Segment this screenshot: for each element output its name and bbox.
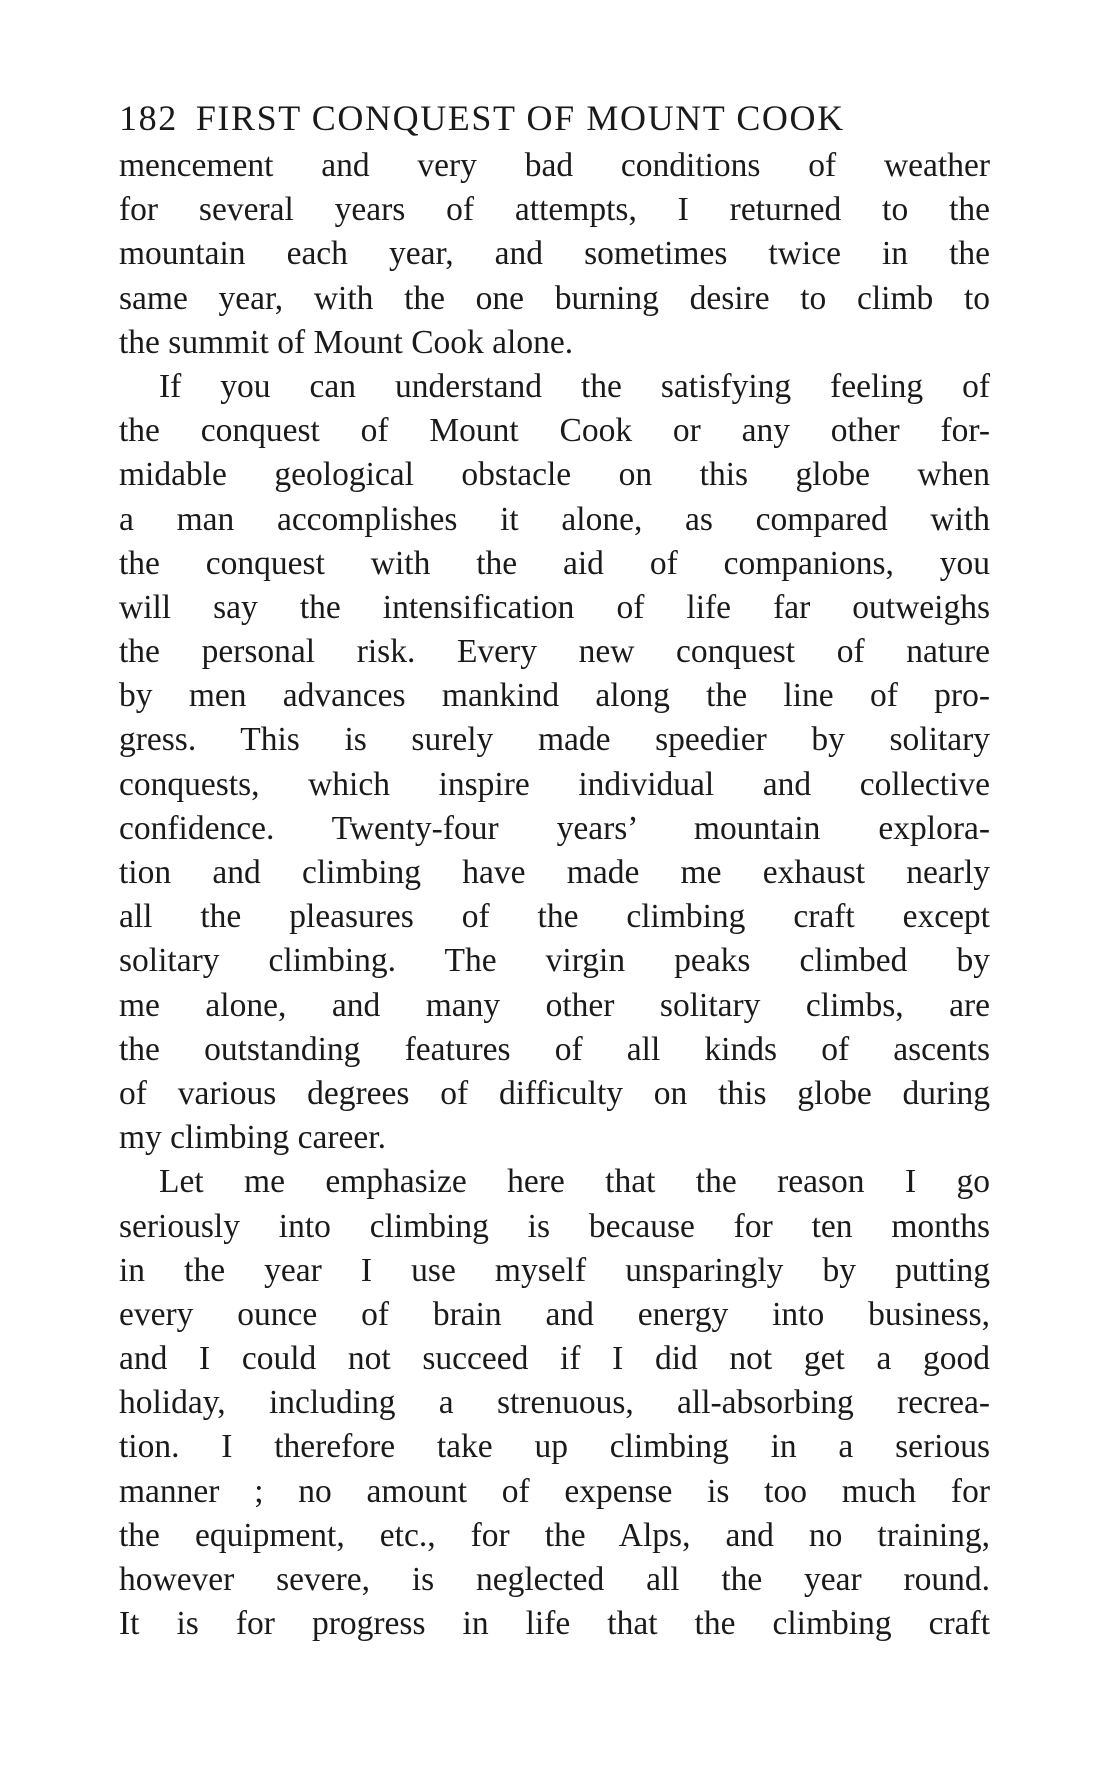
text-line: in the year I use myself unsparingly by putting — [119, 1251, 990, 1289]
text-line: manner ; no amount of expense is too much for — [119, 1472, 990, 1510]
text-line: however severe, is neglected all the year round. — [119, 1561, 990, 1598]
text-line: every ounce of brain and energy into business, — [119, 1295, 990, 1333]
text-line: conquests, which inspire individual and collective — [119, 765, 990, 803]
page-number: 182 — [119, 98, 178, 138]
text-line: the conquest with the aid of companions, you — [119, 544, 990, 582]
text-line: the outstanding features of all kinds of ascents — [119, 1030, 990, 1068]
text-line: tion and climbing have made me exhaust nearly — [119, 854, 990, 891]
text-line: If you can understand the satisfying feeling of — [159, 367, 990, 405]
text-line: and I could not succeed if I did not get a good — [119, 1340, 990, 1378]
text-line: me alone, and many other solitary climbs, are — [119, 986, 990, 1024]
text-line: seriously into climbing is because for ten months — [119, 1207, 990, 1245]
text-line: It is for progress in life that the climbing craft — [119, 1605, 990, 1643]
text-line: the conquest of Mount Cook or any other for- — [119, 412, 990, 450]
text-line: the equipment, etc., for the Alps, and no training, — [119, 1516, 990, 1554]
text-line: holiday, including a strenuous, all-absorbing recrea- — [119, 1384, 990, 1422]
text-line: same year, with the one burning desire to climb to — [119, 279, 990, 317]
text-line: of various degrees of difficulty on this globe during — [119, 1074, 990, 1112]
text-line: midable geological obstacle on this globe when — [119, 456, 990, 494]
text-line: the personal risk. Every new conquest of nature — [119, 633, 990, 671]
text-line: all the pleasures of the climbing craft except — [119, 898, 990, 936]
text-line: Let me emphasize here that the reason I go — [159, 1163, 990, 1201]
text-line: will say the intensification of life far outweighs — [119, 588, 990, 626]
book-page — [119, 96, 990, 1646]
text-line: for several years of attempts, I returned to the — [119, 191, 990, 229]
running-title: FIRST CONQUEST OF MOUNT COOK — [195, 98, 845, 138]
text-line: solitary climbing. The virgin peaks climbed by — [119, 942, 990, 980]
text-line: by men advances mankind along the line of pro- — [119, 677, 990, 715]
text-line: confidence. Twenty-four years’ mountain explora- — [119, 809, 990, 847]
text-line: a man accomplishes it alone, as compared with — [119, 500, 990, 538]
text-line: gress. This is surely made speedier by solitary — [119, 721, 990, 759]
running-head — [119, 96, 990, 140]
text-line: tion. I therefore take up climbing in a serious — [119, 1428, 990, 1466]
text-line: the summit of Mount Cook alone. — [119, 323, 574, 361]
text-line: my climbing career. — [119, 1119, 386, 1157]
text-line: mountain each year, and sometimes twice in the — [119, 235, 990, 273]
text-line: mencement and very bad conditions of weather — [119, 147, 990, 184]
body-text — [119, 144, 990, 1646]
